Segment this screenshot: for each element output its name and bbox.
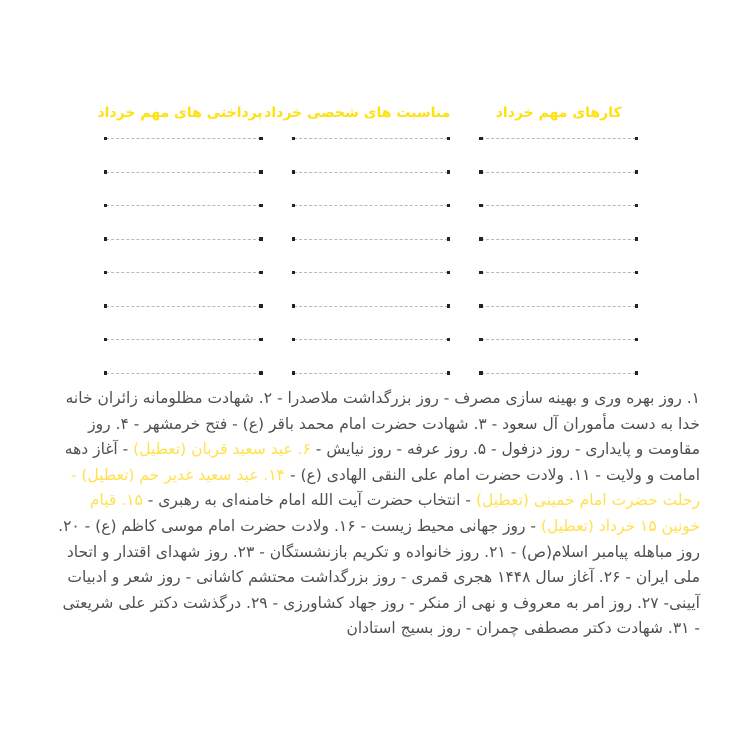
dashed-line	[481, 138, 636, 139]
dashed-line	[481, 239, 636, 240]
write-in-row	[104, 239, 263, 273]
dashed-line	[106, 339, 261, 340]
column-important-payments	[97, 103, 263, 406]
dashed-line	[106, 138, 261, 139]
write-in-row	[292, 306, 451, 340]
khordad-events-paragraph	[58, 386, 700, 642]
dashed-line	[294, 373, 449, 374]
write-in-row	[479, 339, 638, 373]
write-in-row	[479, 172, 638, 206]
dashed-line	[106, 172, 261, 173]
dashed-line	[294, 306, 449, 307]
holiday-highlight-text: ۱۴. عید سعید غدیر خم (تعطیل) - رحلت حضرت امام خمینی (تعطیل)	[70, 465, 700, 510]
dashed-line	[106, 239, 261, 240]
planner-columns-section	[97, 103, 638, 406]
write-in-row	[104, 205, 263, 239]
dashed-line	[481, 339, 636, 340]
dashed-line	[294, 205, 449, 206]
write-in-row	[104, 339, 263, 373]
dashed-line	[481, 172, 636, 173]
dashed-line	[106, 272, 261, 273]
column-personal-occasions	[264, 103, 451, 406]
dashed-line	[294, 339, 449, 340]
dashed-line	[106, 306, 261, 307]
write-in-row	[104, 172, 263, 206]
dashed-line	[294, 172, 449, 173]
event-text: - انتخاب حضرت آیت الله امام خامنه‌ای به رهبری -	[142, 491, 476, 510]
write-in-row	[104, 138, 263, 172]
write-in-row	[292, 272, 451, 306]
event-text: ۱. روز بهره وری و بهینه سازی مصرف - روز بزرگداشت ملاصدرا - ۲. شهادت مظلومانه زائران خانه خدا به دست مأموران آل سعود - ۳. شهادت حضرت امام محمد باقر (ع) - فتح خرمشهر - ۴. روز مقاومت و پایداری - روز دزفول - ۵. روز عرفه - روز نیایش -	[65, 389, 700, 459]
write-in-row	[479, 272, 638, 306]
write-in-row	[292, 172, 451, 206]
dashed-line	[294, 239, 449, 240]
write-in-row	[292, 138, 451, 172]
column-title: پرداختی های مهم خرداد	[97, 105, 263, 121]
event-text: - روز جهانی محیط زیست - ۱۶. ولادت حضرت امام موسی کاظم (ع) - ۲۰. روز مباهله پیامبر اسلام(ص) - ۲۱. روز خانواده و تکریم بازنشستگان - ۲۳. روز شهدای اقتدار و اتحاد ملی ایران - ۲۶. آغاز سال ۱۴۴۸ هجری قمری - روز بزرگداشت محتشم کاشانی - روز شعر و ادبیات آیینی- ۲۷. روز امر به معروف و نهی از منکر - روز جهاد کشاورزی - ۲۹. درگذشت دکتر علی شریعتی - ۳۱. شهادت دکتر مصطفی چمران - روز بسیج استادان	[58, 516, 700, 638]
write-in-row	[104, 272, 263, 306]
write-in-row	[292, 205, 451, 239]
dashed-line	[106, 373, 261, 374]
write-in-row	[479, 239, 638, 273]
holiday-highlight-text: ۱۵. قیام خونین ۱۵ خرداد (تعطیل)	[89, 491, 700, 535]
dashed-line	[481, 205, 636, 206]
write-in-row	[292, 239, 451, 273]
holiday-highlight-text: ۶. عید سعید قربان (تعطیل)	[133, 440, 311, 459]
write-in-row	[479, 306, 638, 340]
dashed-line	[294, 138, 449, 139]
dashed-line	[481, 373, 636, 374]
column-title: کارهای مهم خرداد	[495, 105, 622, 121]
write-in-row	[479, 205, 638, 239]
event-text: - آغاز دهه امامت و ولایت - ۱۱. ولادت حضرت امام علی النقی الهادی (ع) -	[64, 440, 700, 484]
dashed-line	[106, 205, 261, 206]
dashed-line	[481, 272, 636, 273]
dashed-line	[294, 272, 449, 273]
write-in-row	[292, 339, 451, 373]
column-important-tasks	[479, 103, 638, 406]
write-in-row	[479, 138, 638, 172]
column-title: مناسبت های شخصی خرداد	[264, 105, 451, 121]
dashed-line	[481, 306, 636, 307]
write-in-row	[104, 306, 263, 340]
